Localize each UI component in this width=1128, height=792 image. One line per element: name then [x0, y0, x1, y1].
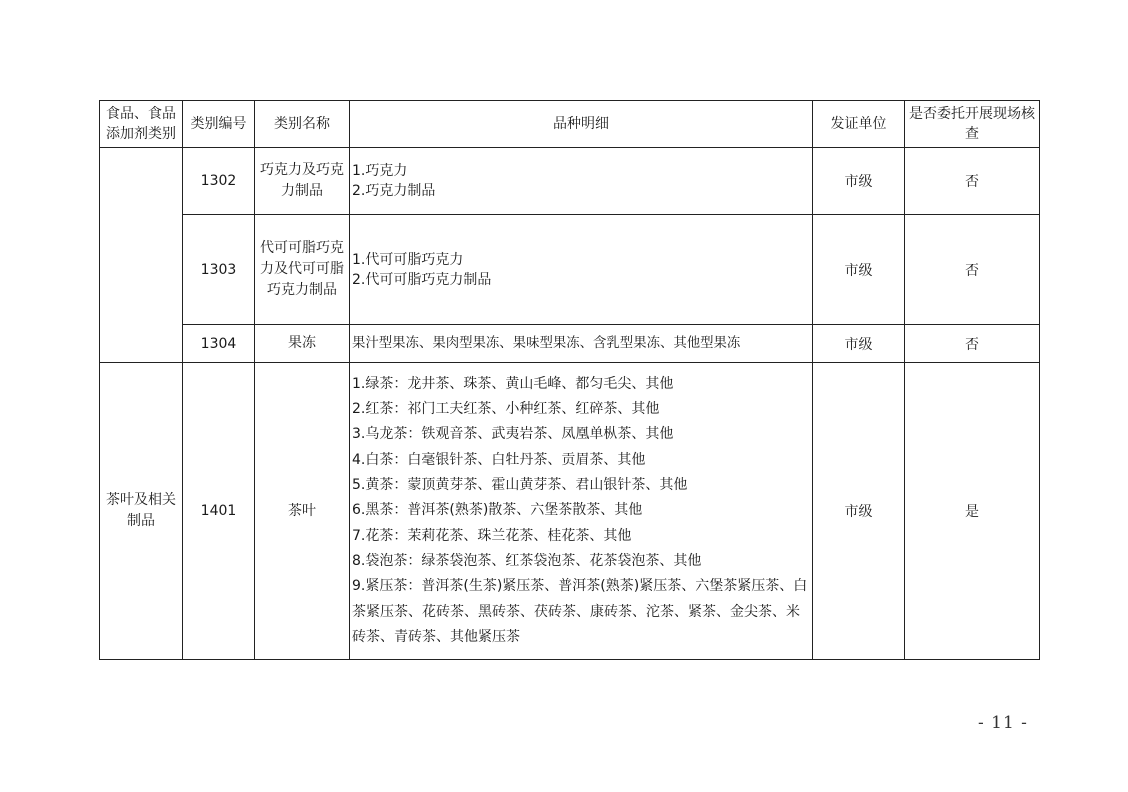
detail-line: 1.巧克力: [352, 163, 408, 179]
issuer-cell: 市级: [813, 215, 905, 325]
detail-line: 7.花茶：茉莉花茶、珠兰花茶、桂花茶、其他: [352, 527, 632, 544]
issuer-cell: 市级: [813, 148, 905, 215]
details-cell: [350, 148, 813, 215]
table-row: [100, 325, 1040, 363]
header-details: 品种明细: [350, 101, 813, 148]
detail-line: 3.乌龙茶：铁观音茶、武夷岩茶、凤凰单枞茶、其他: [352, 426, 674, 443]
detail-line: 8.袋泡茶：绿茶袋泡茶、红茶袋泡茶、花茶袋泡茶、其他: [352, 552, 702, 569]
detail-line: 4.白茶：白毫银针茶、白牡丹茶、贡眉茶、其他: [352, 451, 646, 468]
detail-line: 5.黄茶：蒙顶黄芽茶、霍山黄芽茶、君山银针茶、其他: [352, 477, 688, 494]
detail-line: 1.绿茶：龙井茶、珠茶、黄山毛峰、都匀毛尖、其他: [352, 375, 674, 392]
detail-line: 6.黑茶：普洱茶(熟茶)散茶、六堡茶散茶、其他: [352, 502, 643, 519]
name-cell: 代可可脂巧克力及代可可脂巧克力制品: [255, 215, 350, 325]
name-cell: 果冻: [255, 325, 350, 363]
detail-line: 2.代可可脂巧克力制品: [352, 271, 492, 288]
code-cell: 1302: [183, 148, 255, 215]
detail-line: 2.巧克力制品: [352, 183, 436, 199]
detail-line: 1.代可可脂巧克力: [352, 251, 464, 268]
details-cell: [350, 363, 813, 660]
details-cell: [350, 215, 813, 325]
issuer-cell: 市级: [813, 363, 905, 660]
onsite-check-cell: 是: [905, 363, 1040, 660]
food-category-table: [99, 100, 1040, 660]
detail-line: 2.红茶：祁门工夫红茶、小种红茶、红碎茶、其他: [352, 401, 660, 418]
name-cell: 巧克力及巧克力制品: [255, 148, 350, 215]
table-header-row: [100, 101, 1040, 148]
header-onsite-check: 是否委托开展现场核查: [905, 101, 1040, 148]
category-cell-empty: [100, 148, 183, 363]
detail-line: 9.紧压茶：普洱茶(生茶)紧压茶、普洱茶(熟茶)紧压茶、六堡茶紧压茶、白茶紧压茶、花砖茶、黑砖茶、茯砖茶、康砖茶、沱茶、紧茶、金尖茶、米砖茶、青砖茶、其他紧压茶: [352, 578, 808, 645]
code-cell: 1303: [183, 215, 255, 325]
header-issuer: 发证单位: [813, 101, 905, 148]
details-cell: [350, 325, 813, 363]
table-row: [100, 363, 1040, 660]
code-cell: 1401: [183, 363, 255, 660]
detail-line: 果汁型果冻、果肉型果冻、果味型果冻、含乳型果冻、其他型果冻: [352, 335, 741, 351]
header-code: 类别编号: [183, 101, 255, 148]
category-cell: 茶叶及相关制品: [100, 363, 183, 660]
issuer-cell: 市级: [813, 325, 905, 363]
code-cell: 1304: [183, 325, 255, 363]
onsite-check-cell: 否: [905, 215, 1040, 325]
onsite-check-cell: 否: [905, 148, 1040, 215]
page-number: - 11 -: [978, 713, 1028, 733]
table-row: [100, 215, 1040, 325]
onsite-check-cell: 否: [905, 325, 1040, 363]
header-name: 类别名称: [255, 101, 350, 148]
name-cell: 茶叶: [255, 363, 350, 660]
header-category: 食品、食品添加剂类别: [100, 101, 183, 148]
table-row: [100, 148, 1040, 215]
